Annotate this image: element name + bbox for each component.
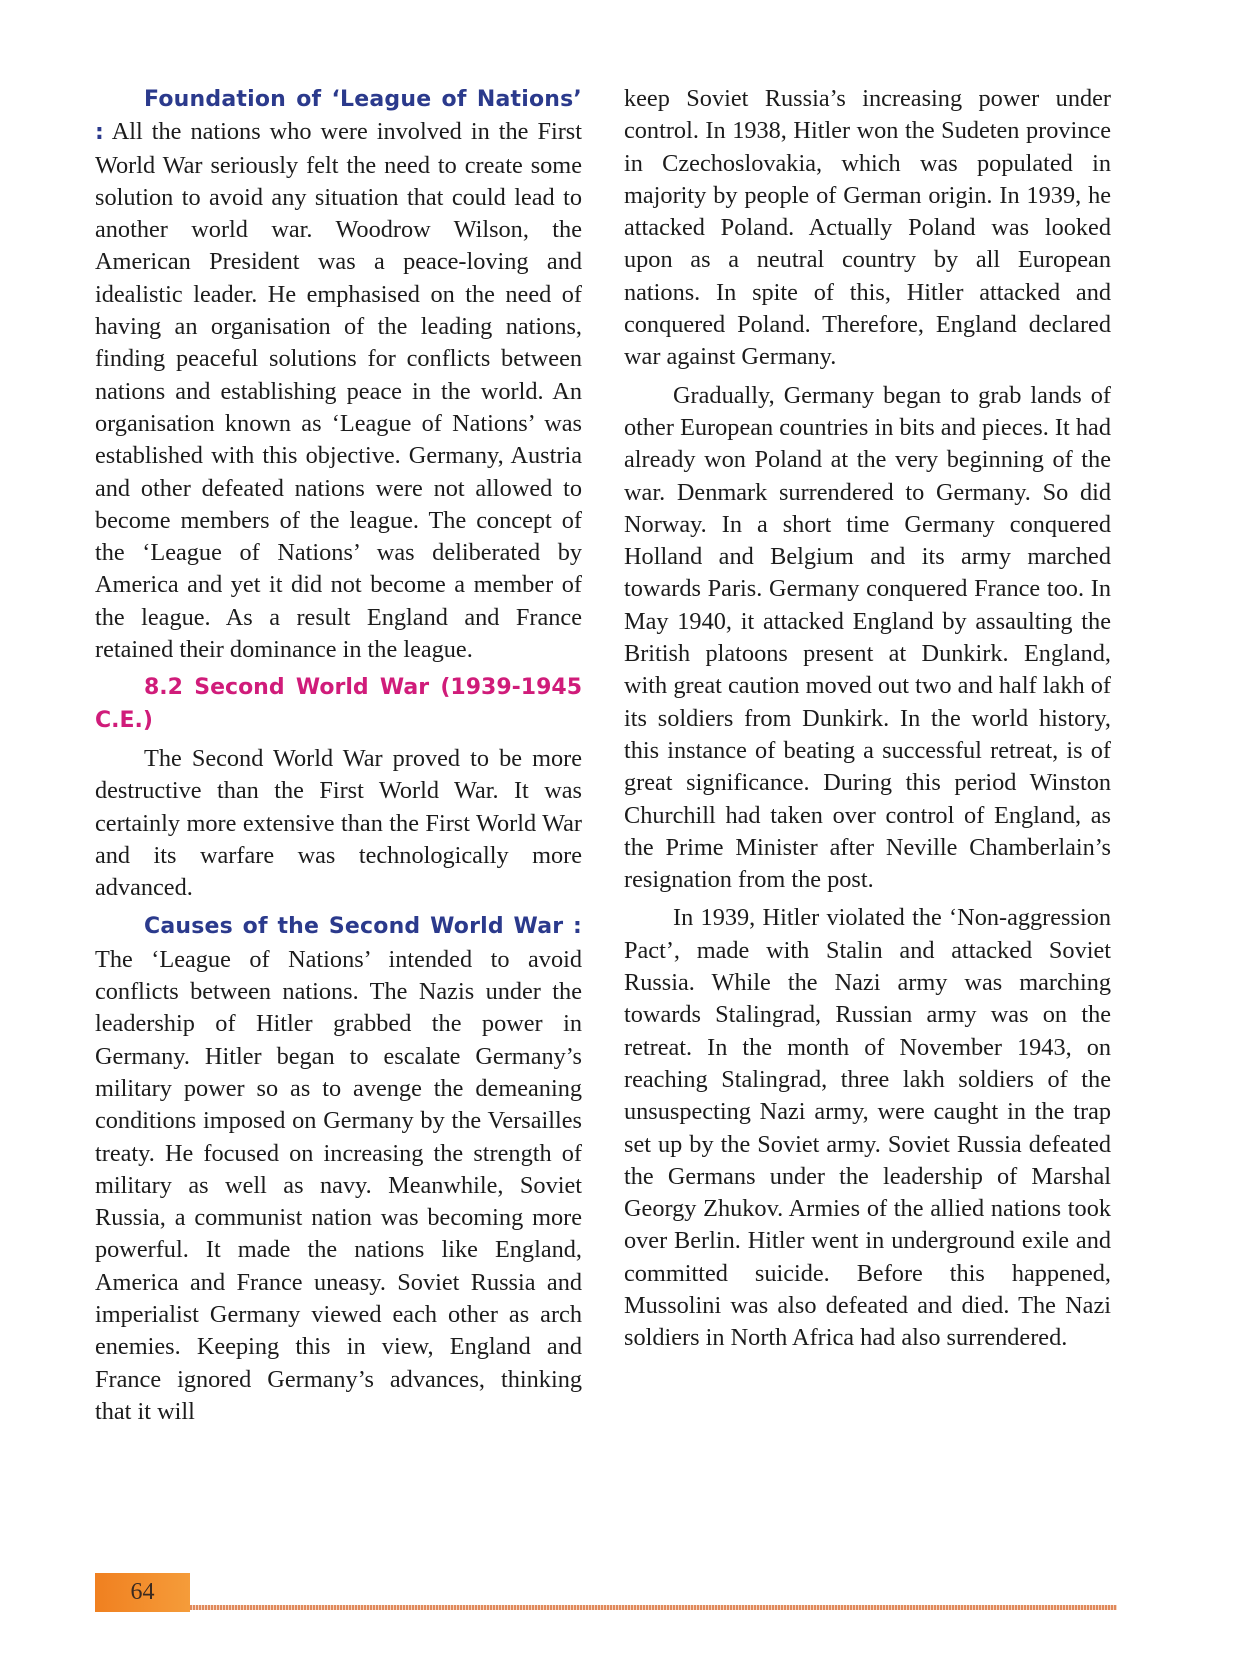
causes-heading: Causes of the Second World War : bbox=[144, 914, 582, 940]
league-paragraph bbox=[95, 83, 582, 666]
section-title: 8.2 Second World War (1939-1945 C.E.) bbox=[95, 675, 582, 733]
page-number: 64 bbox=[95, 1573, 190, 1612]
league-heading: Foundation of ‘League of Nations’ : bbox=[95, 87, 582, 146]
ww2-intro-paragraph: The Second World War proved to be more destructive than the First World War. It was certainly more extensive than the First World War and its warfare was technologically more advanced. bbox=[95, 744, 582, 902]
russia-campaign-paragraph: In 1939, Hitler violated the ‘Non-aggression Pact’, made with Stalin and attacked Soviet Russia. While the Nazi army was marching towards Stalingrad, Russian army was on the retreat. In the month of November 1943, on reaching Stalingrad, three lakh soldiers of the unsuspecting Nazi army, were caught in the trap set up by the Soviet army. Soviet Russia defeated the Germans under the leadership of Marshal Georgy Zhukov. Armies of the allied nations took over Berlin. Hitler went in underground exile and committed suicide. Before this happened, Mussolini was also defeated and died. The Nazi soldiers in North Africa had also surrendered. bbox=[624, 904, 1111, 1352]
continuation-paragraph: keep Soviet Russia’s increasing power under control. In 1938, Hitler won the Sudeten province in Czechoslovakia, which was populated in majority by people of German origin. In 1939, he attacked Poland. Actually Poland was looked upon as a neutral country by all European nations. In spite of this, Hitler attacked and conquered Poland. Therefore, England declared war against Germany. bbox=[624, 85, 1111, 371]
germany-expansion-paragraph: Gradually, Germany began to grab lands of other European countries in bits and pieces. It had already won Poland at the very beginning of the war. Denmark surrendered to Germany. So did Norway. In a short time Germany conquered Holland and Belgium and its army marched towards Paris. Germany conquered France too. In May 1940, it attacked England by assaulting the British platoons present at Dunkirk. England, with great caution moved out two and half lakh of its soldiers from Dunkirk. In the world history, this instance of beating a successful retreat, is of great significance. During this period Winston Churchill had taken over control of England, as the Prime Minister after Neville Chamberlain’s resignation from the post. bbox=[624, 381, 1111, 894]
league-text: All the nations who were involved in the First World War seriously felt the need to create some solution to avoid any situation that could lead to another world war. Woodrow Wilson, the American President was a peace-loving and idealistic leader. He emphasised on the need of having an organisation of the leading nations, finding peaceful solutions for conflicts between nations and establishing peace in the world. An organisation known as ‘League of Nations’ was established with this objective. Germany, Austria and other defeated nations were not allowed to become members of the league. The concept of the ‘League of Nations’ was deliberated by America and yet it did not become a member of the league. As a result England and France retained their dominance in the league. bbox=[95, 118, 582, 664]
left-column bbox=[95, 83, 582, 1428]
footer-rule bbox=[190, 1605, 1117, 1610]
page-footer bbox=[95, 1573, 1117, 1612]
right-column bbox=[624, 83, 1111, 1355]
causes-text: The ‘League of Nations’ intended to avoid conflicts between nations. The Nazis under the leadership of Hitler grabbed the power in Germany. Hitler began to escalate Germany’s military power so as to avenge the demeaning conditions imposed on Germany by the Versailles treaty. He focused on increasing the strength of military as well as navy. Meanwhile, Soviet Russia, a communist nation was becoming more powerful. It made the nations like England, America and France uneasy. Soviet Russia and imperialist Germany viewed each other as arch enemies. Keeping this in view, England and France ignored Germany’s advances, thinking that it will bbox=[95, 945, 582, 1425]
causes-paragraph bbox=[95, 910, 582, 1428]
